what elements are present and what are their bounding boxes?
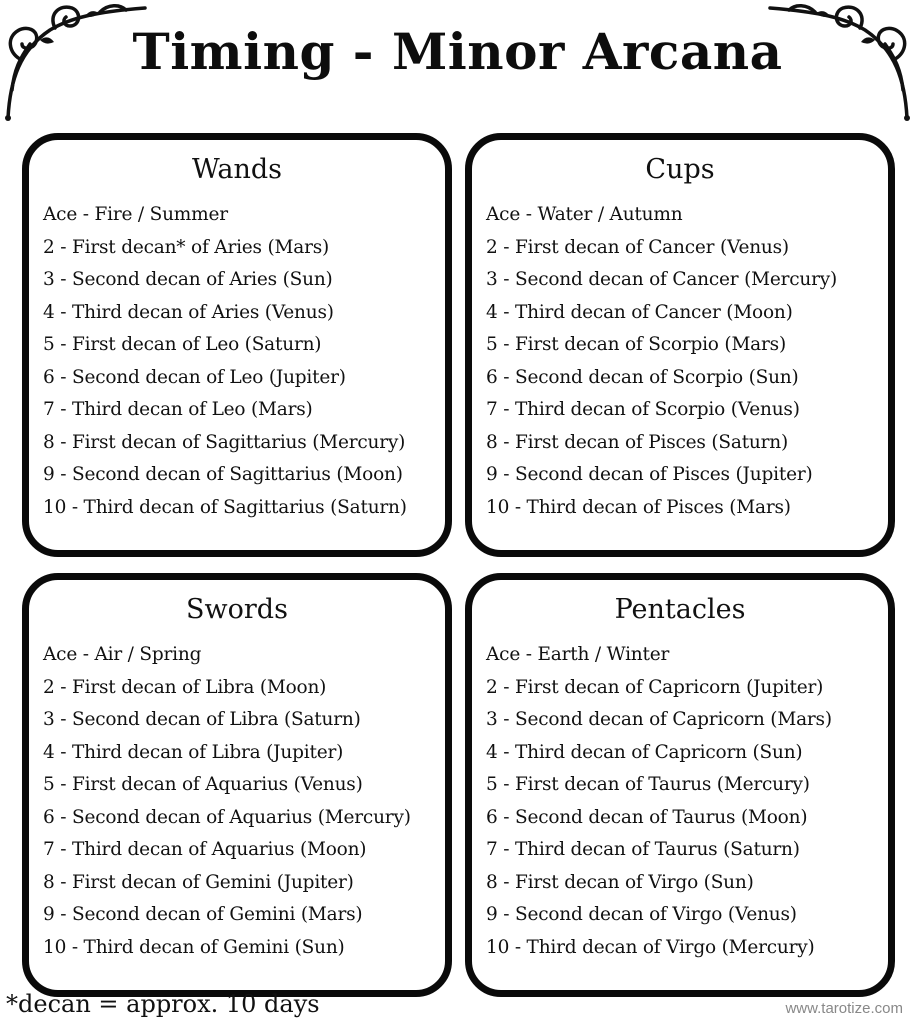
list-item: 8 - First decan of Gemini (Jupiter) — [43, 871, 354, 893]
list-item: 10 - Third decan of Pisces (Mars) — [486, 496, 791, 518]
list-item: 10 - Third decan of Gemini (Sun) — [43, 936, 345, 958]
list-item: 2 - First decan of Cancer (Venus) — [486, 236, 789, 258]
panel-title-wands: Wands — [191, 154, 283, 185]
list-item: 10 - Third decan of Virgo (Mercury) — [486, 936, 815, 958]
panel-title-pentacles: Pentacles — [614, 594, 746, 625]
list-item: 6 - Second decan of Taurus (Moon) — [486, 806, 808, 828]
list-item: 6 - Second decan of Leo (Jupiter) — [43, 366, 346, 388]
list-item: 5 - First decan of Scorpio (Mars) — [486, 334, 786, 355]
list-item: 9 - Second decan of Sagittarius (Moon) — [43, 464, 403, 485]
cups-list — [472, 199, 888, 524]
list-item: 3 - Second decan of Cancer (Mercury) — [486, 269, 838, 290]
list-item: 7 - Third decan of Aquarius (Moon) — [43, 839, 367, 860]
page-title: Timing - Minor Arcana — [132, 22, 783, 81]
list-item: 8 - First decan of Virgo (Sun) — [486, 871, 754, 893]
panel-cups — [465, 133, 895, 557]
list-item: Ace - Air / Spring — [43, 644, 202, 665]
list-item: 6 - Second decan of Scorpio (Sun) — [486, 366, 799, 388]
list-item: Ace - Fire / Summer — [43, 204, 228, 225]
wands-list — [29, 199, 445, 524]
panel-swords — [22, 573, 452, 997]
pentacles-list — [472, 639, 888, 964]
list-item: 2 - First decan of Capricorn (Jupiter) — [486, 676, 824, 698]
list-item: 5 - First decan of Taurus (Mercury) — [486, 774, 810, 795]
list-item: 9 - Second decan of Virgo (Venus) — [486, 904, 797, 925]
list-item: 3 - Second decan of Capricorn (Mars) — [486, 709, 832, 730]
panel-title-swords: Swords — [186, 594, 288, 625]
list-item: 8 - First decan of Pisces (Saturn) — [486, 431, 789, 453]
list-item: 4 - Third decan of Cancer (Moon) — [486, 301, 793, 323]
list-item: 9 - Second decan of Gemini (Mars) — [43, 904, 363, 925]
list-item: 6 - Second decan of Aquarius (Mercury) — [43, 806, 411, 828]
list-item: 3 - Second decan of Libra (Saturn) — [43, 709, 361, 730]
list-item: Ace - Earth / Winter — [486, 644, 670, 665]
list-item: 8 - First decan of Sagittarius (Mercury) — [43, 431, 406, 453]
list-item: Ace - Water / Autumn — [486, 204, 683, 225]
list-item: 3 - Second decan of Aries (Sun) — [43, 269, 333, 290]
list-item: 2 - First decan* of Aries (Mars) — [43, 236, 330, 258]
list-item: 4 - Third decan of Libra (Jupiter) — [43, 741, 344, 763]
footnote: *decan = approx. 10 days — [6, 990, 320, 1018]
list-item: 2 - First decan of Libra (Moon) — [43, 676, 327, 698]
list-item: 7 - Third decan of Scorpio (Venus) — [486, 399, 800, 420]
list-item: 9 - Second decan of Pisces (Jupiter) — [486, 464, 813, 485]
list-item: 5 - First decan of Leo (Saturn) — [43, 334, 322, 355]
panel-pentacles — [465, 573, 895, 997]
list-item: 7 - Third decan of Leo (Mars) — [43, 399, 313, 420]
list-item: 4 - Third decan of Aries (Venus) — [43, 301, 334, 323]
list-item: 5 - First decan of Aquarius (Venus) — [43, 774, 363, 795]
panel-title-cups: Cups — [645, 154, 715, 185]
swords-list — [29, 639, 445, 964]
panel-wands — [22, 133, 452, 557]
list-item: 7 - Third decan of Taurus (Saturn) — [486, 839, 800, 860]
list-item: 10 - Third decan of Sagittarius (Saturn) — [43, 496, 407, 518]
list-item: 4 - Third decan of Capricorn (Sun) — [486, 741, 803, 763]
credit-url: www.tarotize.com — [785, 1000, 903, 1017]
